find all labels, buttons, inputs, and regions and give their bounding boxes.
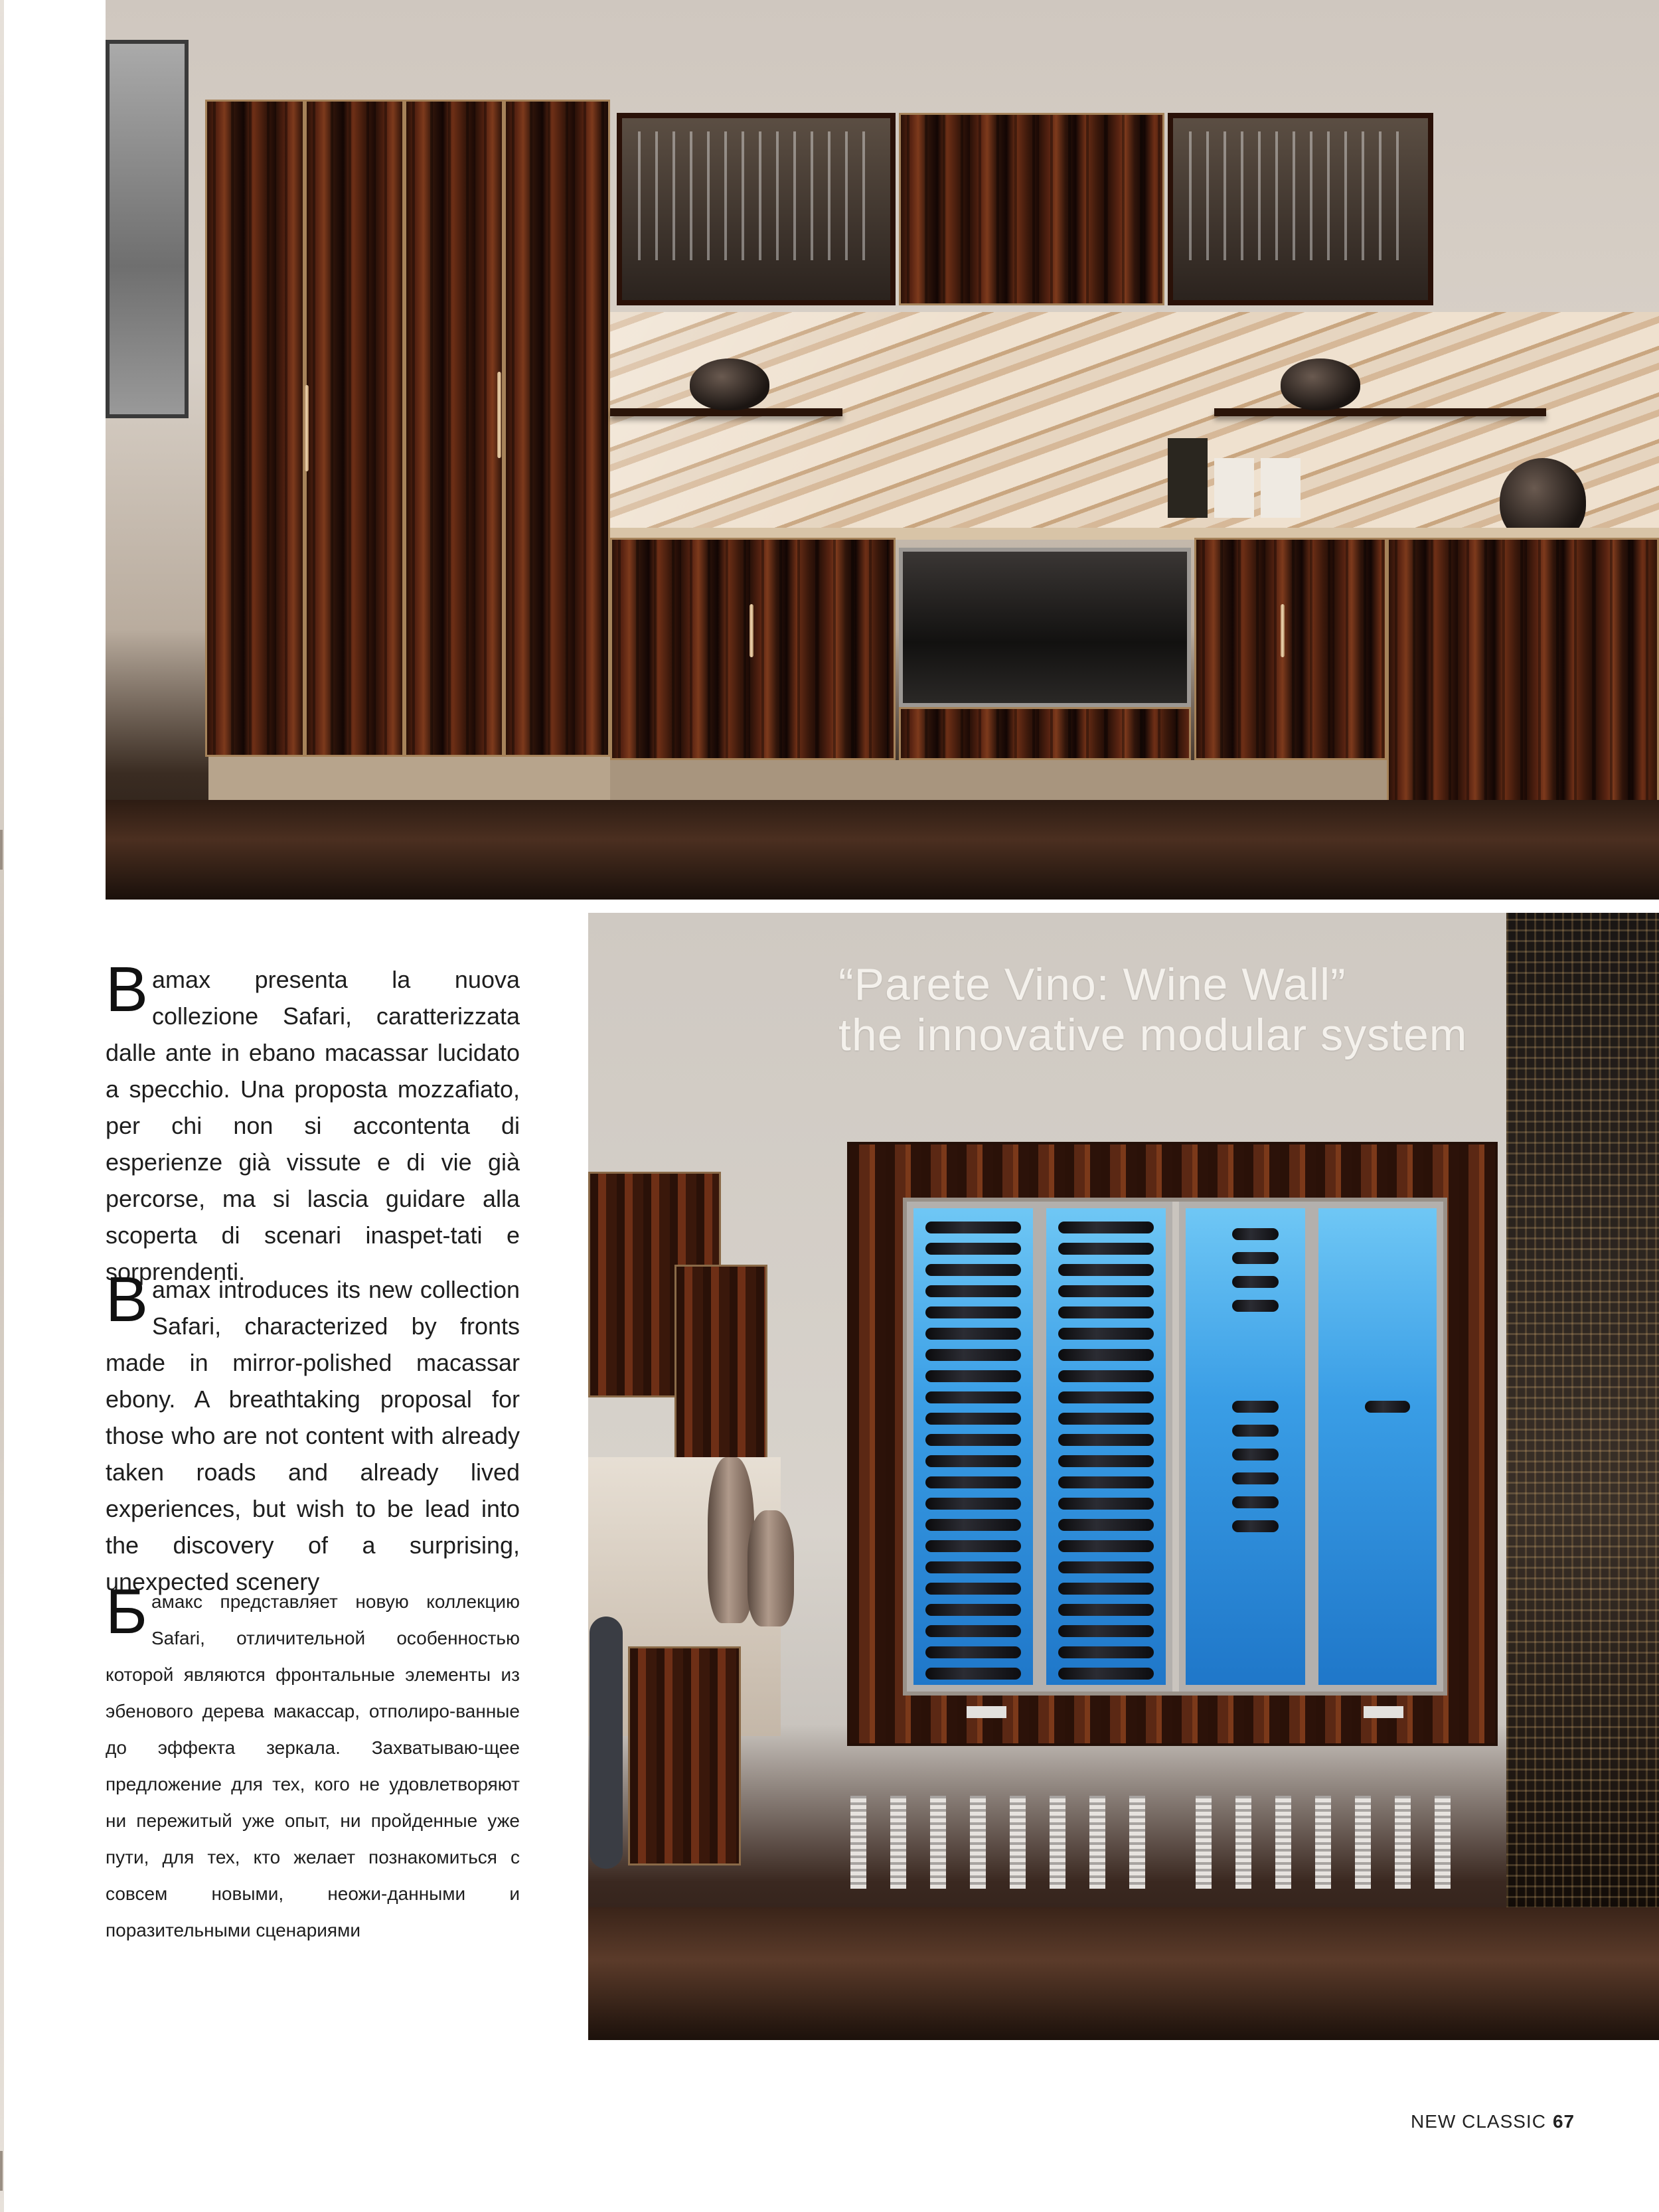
wine-bottle — [1232, 1496, 1279, 1508]
vent-slot — [890, 1796, 906, 1889]
spine-mark — [0, 2151, 3, 2191]
vent-slot — [1395, 1796, 1411, 1889]
english-paragraph — [106, 1264, 520, 1600]
tall-cabinet-door — [404, 100, 504, 757]
wine-bottle — [1232, 1276, 1279, 1288]
wine-bottle — [1058, 1222, 1154, 1233]
wine-bottle — [1232, 1228, 1279, 1240]
city-window-view — [1506, 913, 1659, 1909]
base-cabinet — [1194, 538, 1387, 760]
wine-bottle — [1232, 1425, 1279, 1437]
italian-body: amax presenta la nuova collezione Safari, caratterizzata dalle ante in ebano macassar lucidato a specchio. Una proposta mozzafiato, per chi non si accontenta di esperienze già vissute e di vie già percorse, ma si lascia guidare alla scoperta di scenari inaspet-tati e sorprendenti. — [106, 966, 520, 1285]
russian-paragraph — [106, 1576, 520, 1948]
wine-bottle — [1058, 1519, 1154, 1531]
wall-artwork — [106, 40, 189, 418]
wine-bottle — [925, 1476, 1021, 1488]
page-spine — [0, 0, 4, 2212]
wine-bottle — [1058, 1370, 1154, 1382]
drop-cap: B — [106, 1264, 149, 1335]
wine-bottle — [1058, 1328, 1154, 1340]
wine-bottle — [1232, 1401, 1279, 1413]
vent-slot — [930, 1796, 946, 1889]
glass-wall-unit — [617, 113, 896, 305]
magazine-name: NEW CLASSIC — [1411, 2111, 1546, 2132]
wine-wall-heading — [838, 959, 1569, 1060]
wine-bottle — [925, 1328, 1021, 1340]
vent-slot — [1196, 1796, 1212, 1889]
wine-bottle — [925, 1583, 1021, 1595]
wine-bottle — [1365, 1401, 1410, 1413]
wine-bottle — [925, 1646, 1021, 1658]
wine-bottle — [1058, 1264, 1154, 1276]
wine-bottle — [1058, 1306, 1154, 1318]
wine-bottle — [1058, 1668, 1154, 1680]
vent-slot — [1435, 1796, 1451, 1889]
wine-bottle — [1058, 1561, 1154, 1573]
wine-door — [1040, 1202, 1172, 1692]
wine-bottle — [925, 1222, 1021, 1233]
russian-body: амакс представляет новую коллекцию Safari, отличительной особенностью которой являются фронтальные элементы из эбенового дерева макассар, отполиро-ванные до эффекта зеркала. Захватываю-щее предложение для тех, кого не удовлетворяют ни пережитый уже опыт, ни пройденные уже пути, для тех, кто желает познакомиться с совсем новыми, неожи-данными и поразительными сценариями — [106, 1591, 520, 1940]
wine-bottle — [1058, 1540, 1154, 1552]
wine-cabinet — [903, 1198, 1447, 1696]
cabinet-handle — [497, 372, 501, 458]
page-number: 67 — [1552, 2111, 1575, 2132]
page-footer — [1411, 2111, 1575, 2132]
wine-bottle — [1058, 1391, 1154, 1403]
wine-bottle — [925, 1455, 1021, 1467]
wine-bottle — [925, 1434, 1021, 1446]
cabinet-handle — [305, 385, 309, 471]
wine-bottle — [925, 1370, 1021, 1382]
drop-cap: B — [106, 954, 149, 1025]
wine-bottle — [1232, 1300, 1279, 1312]
wine-door — [907, 1202, 1040, 1692]
wine-wall-frame — [847, 1142, 1498, 1746]
vent-slot — [970, 1796, 986, 1889]
wine-bottle — [925, 1391, 1021, 1403]
wine-bottle — [925, 1604, 1021, 1616]
decor-bowl — [1281, 358, 1360, 410]
wine-bottle — [925, 1264, 1021, 1276]
control-panel — [1364, 1706, 1403, 1718]
cabinet-handle — [1281, 604, 1285, 657]
plant-pot — [1261, 458, 1301, 518]
vent-slot — [1235, 1796, 1251, 1889]
wine-bottle — [1058, 1604, 1154, 1616]
tall-cabinet-door — [305, 100, 404, 757]
cabinet-handle — [750, 604, 753, 657]
glass-wall-unit — [1168, 113, 1433, 305]
wine-bottle — [925, 1625, 1021, 1637]
plinth — [610, 760, 1387, 803]
vent-slot — [1355, 1796, 1371, 1889]
wine-bottle — [1058, 1625, 1154, 1637]
spine-mark — [0, 830, 3, 870]
heading-line-2: the innovative modular system — [838, 1010, 1468, 1060]
vent-slot — [1089, 1796, 1105, 1889]
floor — [106, 800, 1659, 900]
wine-bottle — [925, 1561, 1021, 1573]
base-drawer — [899, 707, 1191, 760]
wine-bottle — [1232, 1520, 1279, 1532]
wine-bottle — [1058, 1646, 1154, 1658]
wine-bottle — [925, 1668, 1021, 1680]
wine-bottle — [1058, 1413, 1154, 1425]
floating-shelf — [1214, 408, 1546, 416]
vent-slot — [850, 1796, 866, 1889]
wine-bottle — [1058, 1455, 1154, 1467]
control-panel — [967, 1706, 1006, 1718]
wine-bottle — [925, 1519, 1021, 1531]
english-body: amax introduces its new collection Safari, characterized by fronts made in mirror-polished macassar ebony. A breathtaking proposal for those who are not content with already taken roads and already lived experiences, but wish to be lead into the discovery of a surprising, unexpected scenery — [106, 1276, 520, 1595]
floor — [588, 1907, 1659, 2040]
decor-bowl — [690, 358, 769, 410]
vent-slot — [1315, 1796, 1331, 1889]
wine-door — [1179, 1202, 1312, 1692]
wine-door — [1312, 1202, 1443, 1692]
tall-cabinet-door — [504, 100, 610, 757]
wine-bottle — [1058, 1498, 1154, 1510]
plant-pot — [1214, 458, 1254, 518]
vent-slot — [1010, 1796, 1026, 1889]
vent-slot — [1275, 1796, 1291, 1889]
side-base-cabinet — [628, 1646, 741, 1865]
wall-unit — [899, 113, 1164, 305]
wine-bottle — [1232, 1449, 1279, 1461]
heading-line-1: “Parete Vino: Wine Wall” — [838, 959, 1346, 1010]
wine-bottle — [1058, 1476, 1154, 1488]
wine-bottle — [1232, 1472, 1279, 1484]
tall-vase — [590, 1617, 623, 1869]
wine-bottle — [925, 1243, 1021, 1255]
wine-bottle — [925, 1306, 1021, 1318]
plinth — [208, 757, 610, 803]
vent-slot — [1050, 1796, 1066, 1889]
decor-vase — [748, 1510, 794, 1626]
wine-bottle — [1232, 1252, 1279, 1264]
kitchen-photo — [106, 0, 1659, 900]
wine-bottle — [925, 1413, 1021, 1425]
wine-bottle — [925, 1540, 1021, 1552]
plant-pot — [1168, 438, 1208, 518]
oven — [899, 548, 1191, 707]
wine-bottle — [1058, 1243, 1154, 1255]
wine-bottle — [925, 1285, 1021, 1297]
vent-slot — [1129, 1796, 1145, 1889]
wine-bottle — [925, 1349, 1021, 1361]
wine-bottle — [925, 1498, 1021, 1510]
wine-bottle — [1058, 1583, 1154, 1595]
tall-cabinet-door — [205, 100, 305, 757]
wine-wall-photo — [588, 913, 1659, 2040]
wine-bottle — [1058, 1349, 1154, 1361]
drop-cap: Б — [106, 1576, 147, 1647]
italian-paragraph — [106, 954, 520, 1290]
wine-bottle — [1058, 1434, 1154, 1446]
wine-bottle — [1058, 1285, 1154, 1297]
